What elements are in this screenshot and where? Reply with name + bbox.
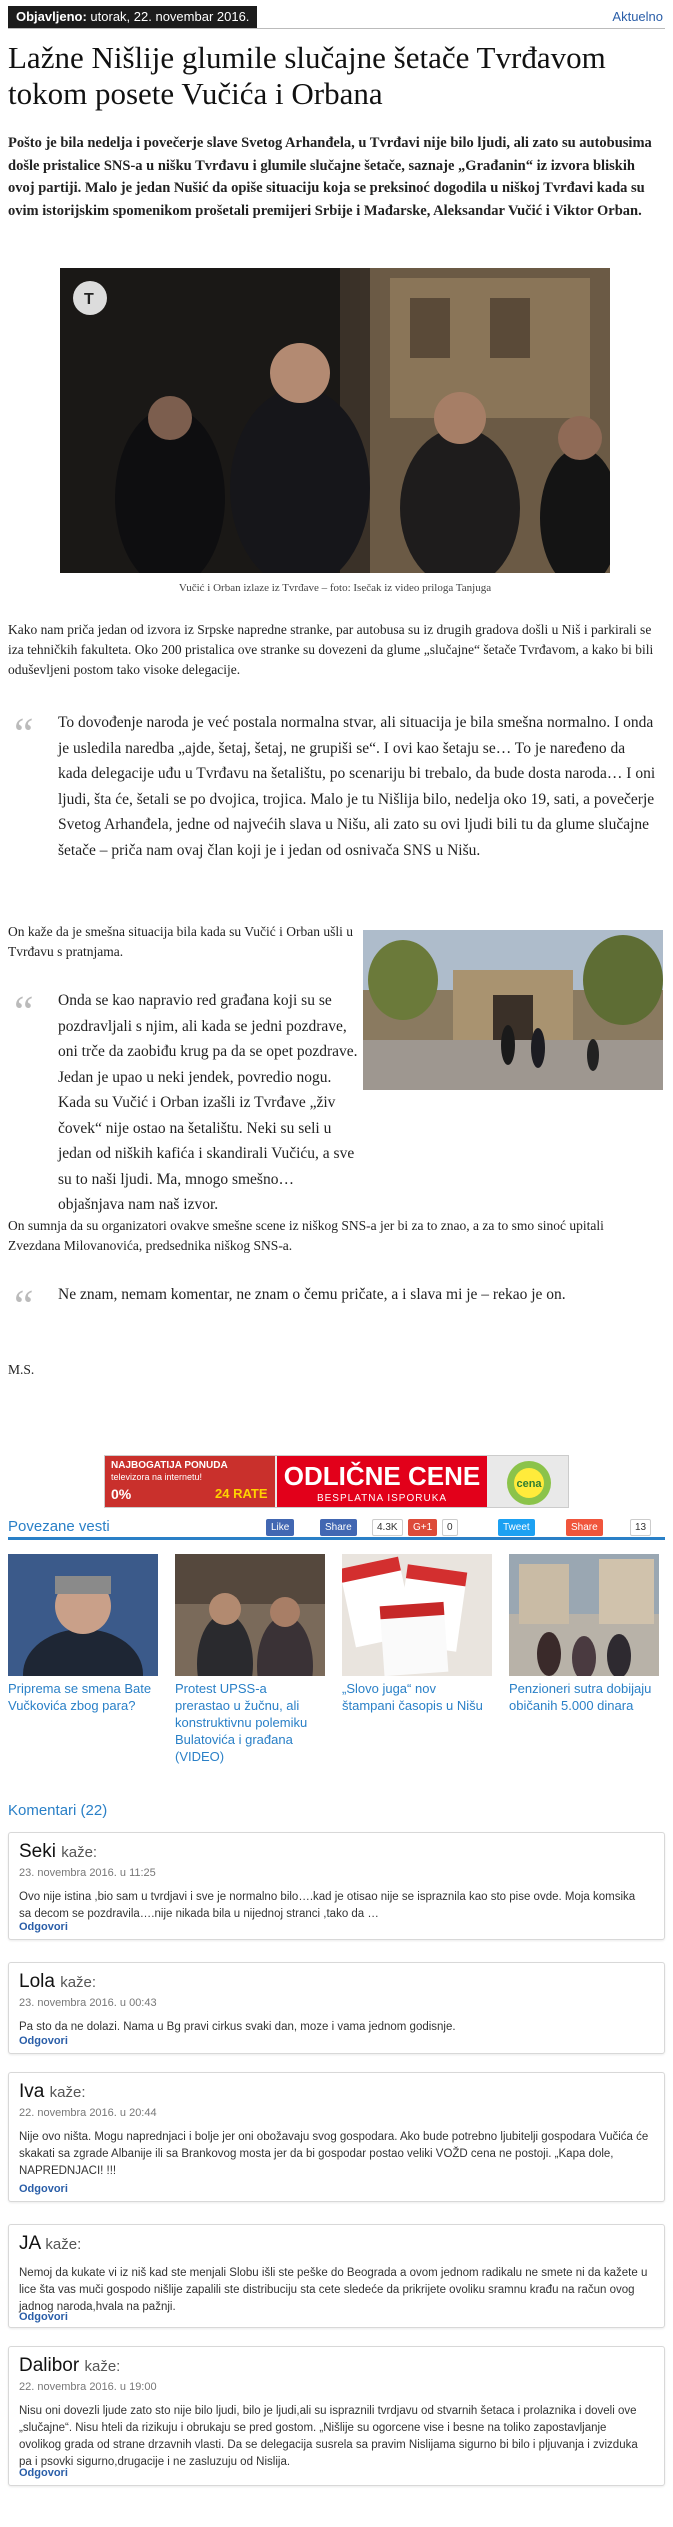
ad-brand-text: cena <box>516 1478 542 1490</box>
published-box <box>8 6 257 28</box>
top-bar <box>8 6 665 28</box>
share-button[interactable]: Share <box>566 1519 603 1536</box>
comment-text: Ovo nije istina ,bio sam u tvrdjavi i sve je normalno bilo….kad je otisao nije se ispraznila kao sto pise ovde. Moja komsika sa decom se pozdravila….nije nikada bila u nijednoj stranci ,tako da … <box>19 1891 636 1920</box>
article-title: Lažne Nišlije glumile slučajne šetače Tvrđavom tokom posete Vučića i Orbana <box>8 40 606 111</box>
comment-author: Dalibor kaže: <box>19 2355 121 2376</box>
related-thumbnail[interactable] <box>175 1554 325 1676</box>
comment-text: Nisu oni dovezli ljude zato sto nije bilo ljudi, bilo je ljudi,ali su ispraznili tvrdjavu od stvarnih šetaca i prolaznika i doveli ove „slučajne“. Nisu hteli da rizikuju i obrukaju se pred gostom. „Nišlije su ogorcene vise i besne na toliko zapostavljanje ovolikog grada od strane drzavnih vlasti. Da se delegacija susrela sa pravim Nislijama sigurno bi bilo i pljuvanja i zvizduka pa i psovki sigurno,drugacije i ne zasluzuju od Nislija. <box>19 2405 638 2468</box>
share-count: 13 <box>630 1519 651 1536</box>
related-thumbnail[interactable] <box>8 1554 158 1676</box>
article-paragraph: On sumnja da su organizatori ovakve smešne scene iz niškog SNS-a jer bi za to znao, a za to smo sinoć upitali Zvezdana Milovanovića, predsednika niškog SNS-a. <box>8 1218 604 1253</box>
quote-mark-icon: “ <box>14 987 34 1036</box>
comment-text: Nemoj da kukate vi iz niš kad ste menjali Slobu išli ste peške do Beograda a ovom jednom radikalu ne smete ni da kažete u lice šta vas muči gospodo nišlije zapalili ste distribuciju sta cete sledeće da prikrijete ovoliku sramnu krađu na račun ovog jadnog naroda,hvala na pažnji. <box>19 2267 648 2313</box>
comment-text: Pa sto da ne dolazi. Nama u Bg pravi cirkus svaki dan, moze i vama jednom godisnje. <box>19 2021 456 2033</box>
comment-date: 23. novembra 2016. u 00:43 <box>19 1997 157 2009</box>
ad-zero: 0% <box>111 1486 132 1502</box>
quote-mark-icon: “ <box>14 709 34 758</box>
ad-banner[interactable] <box>104 1455 569 1508</box>
photo-caption: Vučić i Orban izlaze iz Tvrđave – foto: Isečak iz video priloga Tanjuga <box>178 582 492 594</box>
comment <box>8 1832 665 1940</box>
fb-count: 4.3K <box>372 1519 403 1536</box>
quote-text: To dovođenje naroda je već postala normalna stvar, ali situacija je bila smešna normalno. I onda je usledila naredba „ajde, šetaj, šetaj, ne grupiši se“. I ovi kao šetaju se… To je naređeno da kada delegacije uđu u Tvrđavu na šetalištu, po scenariju bi trebalo, da bude dosta naroda… I oni ljudi, šta će, šetali se po dvojica, trojica. Malo je tu Nišlija bilo, nedelja oko 19, sati, a povečerje Svetog Arhanđela, jedne od najvećih slava u Nišu, ali zato su ovi ljudi bili tu da glume slučajne šetače – priča nam ovaj član koji je i jedan od osnivača SNS u Nišu. <box>58 714 656 859</box>
related-label[interactable]: Penzioneri sutra dobijaju običanih 5.000 dinara <box>509 1681 652 1713</box>
article-paragraph: On kaže da je smešna situacija bila kada su Vučić i Orban ušli u Tvrđavu s pratnjama. <box>8 924 353 959</box>
fb-like-button[interactable]: Like <box>266 1519 294 1536</box>
gplus-count: 0 <box>442 1519 458 1536</box>
related-item[interactable] <box>509 1554 659 1714</box>
article-lead: Pošto je bila nedelja i povečerje slave Svetog Arhanđela, u Tvrđavi nije bilo ljudi, ali zato su autobusima došle pristalice SNS-a u nišku Tvrđavu i glumile slučajne šetače, saznaje „Građanin“ iz izvora bliskih ovoj partiji. Malo je jedan Nušić da opiše situaciju koja se preksinoć dogodila u niškoj Tvrđavi kada su ovim istorijskim spomenikom prošetali premijeri Srbije i Mađarske, Aleksandar Vučić i Viktor Orban. <box>8 135 652 219</box>
related-label[interactable]: Priprema se smena Bate Vučkovića zbog para? <box>8 1681 152 1713</box>
comment <box>8 2224 665 2328</box>
divider <box>8 28 665 29</box>
ad-small-text: BESPLATNA ISPORUKA <box>316 1493 448 1504</box>
published-label: Objavljeno: <box>16 9 87 24</box>
article-paragraph: Kako nam priča jedan od izvora iz Srpske napredne stranke, par autobusa su iz drugih gradova došli u Niš i parkirali se iza tehničkih fakulteta. Oko 200 pristalica ove stranke su dovezeni da glume „slučajne“ šetače Tvrđavom, a kako bi bili oduševljeni postom tako visoke delegacije. <box>8 622 654 677</box>
comment-date: 23. novembra 2016. u 11:25 <box>19 1867 156 1879</box>
section-link[interactable]: Aktuelno <box>612 9 663 24</box>
fb-share-button[interactable]: Share <box>320 1519 357 1536</box>
related-header <box>8 1518 665 1540</box>
reply-link[interactable]: Odgovori <box>19 2183 68 2195</box>
ad-line2: televizora na internetu! <box>111 1472 203 1482</box>
quote-mark-icon: “ <box>14 1281 34 1330</box>
related-thumbnail[interactable] <box>342 1554 492 1676</box>
ad-rate: 24 RATE <box>215 1486 268 1501</box>
related-item[interactable] <box>342 1554 492 1714</box>
reply-link[interactable]: Odgovori <box>19 2035 68 2047</box>
ad-middle-panel <box>277 1456 487 1508</box>
svg-text:T: T <box>84 291 94 308</box>
ad-left-panel <box>105 1456 275 1508</box>
comment-date: 22. novembra 2016. u 19:00 <box>19 2381 157 2393</box>
comments-title: Komentari (22) <box>8 1802 108 1819</box>
comment-author: JA kaže: <box>19 2233 82 2254</box>
blockquote <box>8 1281 665 1344</box>
comment-date: 22. novembra 2016. u 20:44 <box>19 2107 157 2119</box>
related-item[interactable] <box>175 1554 325 1765</box>
related-label[interactable]: „Slovo juga“ nov štampani časopis u Nišu <box>342 1681 483 1713</box>
comment <box>8 2346 665 2486</box>
ad-brand-logo <box>489 1458 569 1507</box>
article-photo <box>60 268 610 573</box>
published-date: utorak, 22. novembar 2016. <box>90 9 250 24</box>
ad-line1: NAJBOGATIJA PONUDA <box>111 1460 228 1471</box>
blockquote <box>8 709 665 912</box>
reply-link[interactable]: Odgovori <box>19 2311 68 2323</box>
comment-text: Nije ovo ništa. Mogu naprednjaci i bolje jer oni obožavaju svog gospodara. Ako bude potrebno ljubitelji gospodara Vučića će skakati sa zgrade Albanije ili sa Brankovog mosta jer da bi gospodar postao veliki VOŽD cena ne postoji. „Kapa dole, NAPREDNJACI! !!! <box>19 2131 649 2177</box>
quote-text: Ne znam, nemam komentar, ne znam o čemu pričate, a i slava mi je – rekao je on. <box>58 1286 566 1303</box>
tweet-button[interactable]: Tweet <box>498 1519 535 1536</box>
ad-big-text: ODLIČNE CENE <box>283 1461 481 1491</box>
comment-author: Lola kaže: <box>19 1971 97 1992</box>
related-label[interactable]: Protest UPSS-a prerastao u žučnu, ali konstruktivnu polemiku Bulatovića i građana (VIDEO) <box>175 1681 308 1764</box>
related-title: Povezane vesti <box>8 1518 110 1535</box>
reply-link[interactable]: Odgovori <box>19 1921 68 1933</box>
comment <box>8 1962 665 2054</box>
blockquote <box>8 987 665 1213</box>
related-item[interactable] <box>8 1554 158 1714</box>
related-thumbnail[interactable] <box>509 1554 659 1676</box>
comment <box>8 2072 665 2202</box>
author-signature: M.S. <box>8 1362 35 1377</box>
reply-link[interactable]: Odgovori <box>19 2467 68 2479</box>
comment-author: Iva kaže: <box>19 2081 86 2102</box>
comment-author: Seki kaže: <box>19 1841 98 1862</box>
quote-text: Onda se kao napravio red građana koji su se pozdravljali s njim, ali kada se jedni pozdrave, oni trče da zaobiđu krug pa da se opet pozdrave. Jedan je upao u neki jendek, povredio nogu. Kada su Vučić i Orban izašli iz Tvrđave „živ čovek“ nije ostao na šetalištu. Neki su seli u jedan od niških kafića i skandirali Vučiću, a sve su to naši ljudi. Ma, mnogo smešno… objašnjava nam naš izvor. <box>58 992 358 1213</box>
gplus-button[interactable]: G+1 <box>408 1519 437 1536</box>
